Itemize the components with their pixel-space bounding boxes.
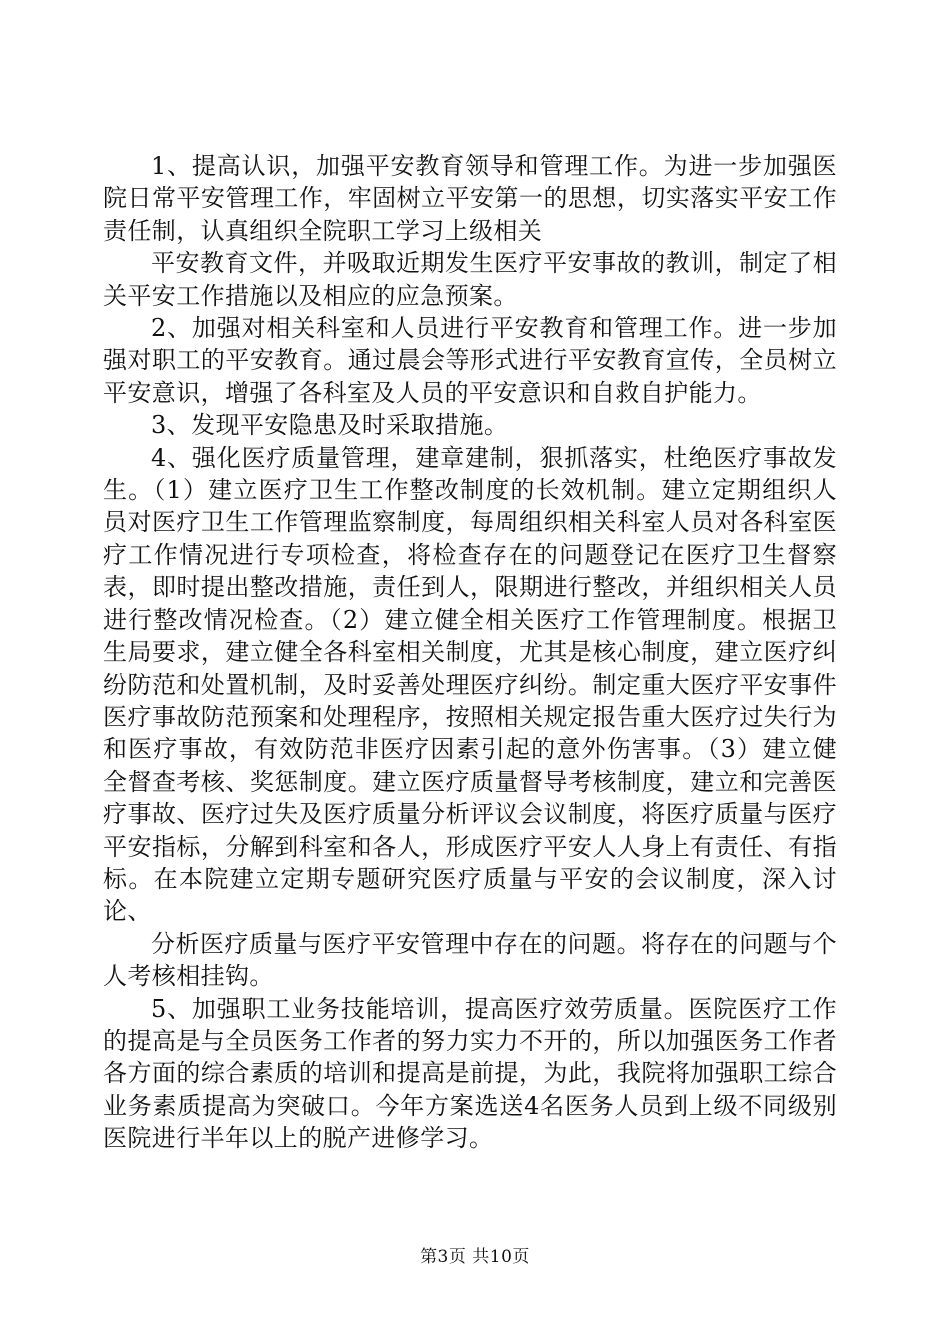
paragraph-1: 1、提高认识，加强平安教育领导和管理工作。为进一步加强医院日常平安管理工作，牢固树立平安第一的思想，切实落实平安工作责任制，认真组织全院职工学习上级相关 — [103, 152, 837, 245]
paragraph-3: 2、加强对相关科室和人员进行平安教育和管理工作。进一步加强对职工的平安教育。通过晨会等形式进行平安教育宣传，全员树立平安意识，增强了各科室及人员的平安意识和自救自护能力。 — [103, 314, 837, 407]
paragraph-6: 分析医疗质量与医疗平安管理中存在的问题。将存在的问题与个人考核相挂钩。 — [103, 929, 837, 991]
page-number-footer: 第3页 共10页 — [420, 1247, 530, 1267]
paragraph-2: 平安教育文件，并吸取近期发生医疗平安事故的教训，制定了相关平安工作措施以及相应的应急预案。 — [103, 249, 837, 310]
document-body — [103, 150, 837, 1155]
paragraph-7: 5、加强职工业务技能培训，提高医疗效劳质量。医院医疗工作的提高是与全员医务工作者的努力实力不开的，所以加强医务工作者各方面的综合素质的培训和提高是前提，为此，我院将加强职工综合业务素质提高为突破口。今年方案选送4名医务人员到上级不同级别医院进行半年以上的脱产进修学习。 — [103, 994, 837, 1153]
paragraph-5: 4、强化医疗质量管理，建章建制，狠抓落实，杜绝医疗事故发生。（1）建立医疗卫生工作整改制度的长效机制。建立定期组织人员对医疗卫生工作管理监察制度，每周组织相关科室人员对各科室医疗工作情况进行专项检查，将检查存在的问题登记在医疗卫生督察表，即时提出整改措施，责任到人，限期进行整改，并组织相关人员进行整改情况检查。（2）建立健全相关医疗工作管理制度。根据卫生局要求，建立健全各科室相关制度，尤其是核心制度，建立医疗纠纷防范和处置机制，及时妥善处理医疗纠纷。制定重大医疗平安事件医疗事故防范预案和处理程序，按照相关规定报告重大医疗过失行为和医疗事故，有效防范非医疗因素引起的意外伤害事。（3）建立健全督查考核、奖惩制度。建立医疗质量督导考核制度，建立和完善医疗事故、医疗过失及医疗质量分析评议会议制度，将医疗质量与医疗平安指标，分解到科室和各人，形成医疗平安人人身上有责任、有指标。在本院建立定期专题研究医疗质量与平安的会议制度，深入讨论、 — [103, 443, 837, 926]
paragraph-4: 3、发现平安隐患及时采取措施。 — [151, 411, 509, 440]
